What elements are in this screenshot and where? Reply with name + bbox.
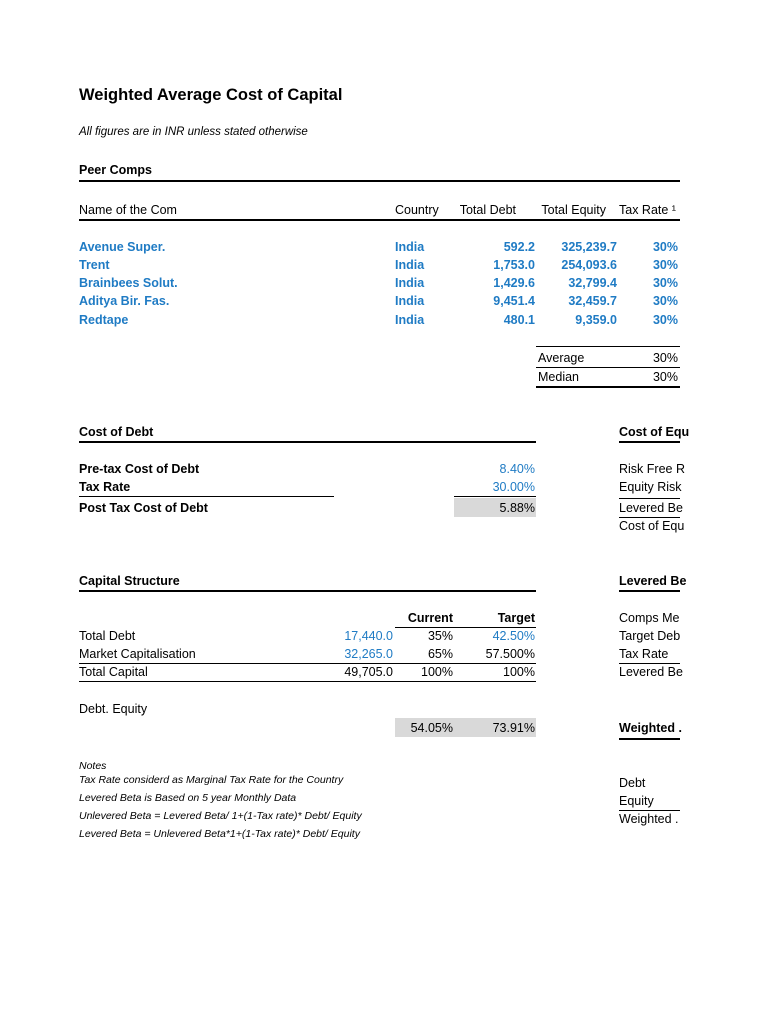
page-subtitle: All figures are in INR unless stated otherwise — [79, 126, 308, 138]
peer-debt: 1,753.0 — [493, 258, 535, 272]
peer-name: Aditya Bir. Fas. — [79, 294, 170, 308]
cap-mcap-current: 65% — [427, 647, 453, 661]
cost-of-equity-label: Cost of Equ — [619, 519, 685, 533]
peer-equity: 32,459.7 — [568, 294, 617, 308]
wacc-equity-label: Equity — [619, 794, 654, 808]
note-line: Levered Beta is Based on 5 year Monthly Data — [79, 792, 297, 804]
peer-debt: 9,451.4 — [493, 294, 535, 308]
average-label: Average — [538, 351, 585, 365]
lb-heading-rule — [619, 590, 680, 592]
peer-country: India — [395, 240, 425, 254]
comps-median-label: Comps Me — [619, 611, 680, 625]
levered-beta-coe-label: Levered Be — [619, 501, 683, 515]
peer-heading-rule — [79, 180, 680, 182]
peer-country: India — [395, 313, 425, 327]
col-header-tax: Tax Rate ¹ — [619, 203, 676, 217]
col-header-name: Name of the Com — [79, 203, 177, 217]
cost-of-equity-heading: Cost of Equ — [619, 425, 690, 439]
average-value: 30% — [652, 351, 678, 365]
peer-name: Brainbees Solut. — [79, 276, 178, 290]
peer-tax: 30% — [652, 294, 678, 308]
peer-debt: 1,429.6 — [493, 276, 535, 290]
risk-free-label: Risk Free R — [619, 462, 685, 476]
peer-name: Avenue Super. — [79, 240, 166, 254]
peer-header-rule — [79, 219, 680, 221]
cod-label-rule — [79, 496, 334, 497]
col-header-debt: Total Debt — [459, 203, 516, 217]
peer-name: Redtape — [79, 313, 129, 327]
cap-header-rule — [395, 627, 536, 628]
median-value: 30% — [652, 370, 678, 384]
summary-mid-rule — [536, 367, 680, 368]
cap-bottom-rule — [79, 681, 536, 682]
equity-risk-label: Equity Risk — [619, 480, 682, 494]
summary-bottom-rule — [536, 386, 680, 388]
wacc-debt-label: Debt — [619, 776, 646, 790]
lb-tax-label: Tax Rate — [619, 647, 669, 661]
cap-debt-target: 42.50% — [492, 629, 535, 643]
peer-equity: 254,093.6 — [561, 258, 617, 272]
peer-comps-heading: Peer Comps — [79, 163, 152, 177]
page-title: Weighted Average Cost of Capital — [79, 86, 343, 104]
debt-equity-target: 73.91% — [492, 721, 535, 735]
cap-mcap-label: Market Capitalisation — [79, 647, 196, 661]
coe-heading-rule — [619, 441, 680, 443]
peer-debt: 592.2 — [503, 240, 535, 254]
cap-mcap-value: 32,265.0 — [344, 647, 393, 661]
peer-country: India — [395, 294, 425, 308]
peer-tax: 30% — [652, 313, 678, 327]
median-label: Median — [538, 370, 579, 384]
cap-heading-rule — [79, 590, 536, 592]
debt-equity-label: Debt. Equity — [79, 702, 148, 716]
cost-of-debt-heading: Cost of Debt — [79, 425, 154, 439]
levered-beta-label: Levered Be — [619, 665, 683, 679]
coe-mid-rule — [619, 498, 680, 499]
peer-tax: 30% — [652, 258, 678, 272]
note-line: Levered Beta = Unlevered Beta*1+(1-Tax rate)* Debt/ Equity — [79, 828, 360, 840]
peer-debt: 480.1 — [503, 313, 535, 327]
peer-country: India — [395, 258, 425, 272]
target-header: Target — [497, 611, 535, 625]
cap-total-current: 100% — [421, 665, 453, 679]
cap-debt-label: Total Debt — [79, 629, 136, 643]
peer-country: India — [395, 276, 425, 290]
levered-beta-heading: Levered Be — [619, 574, 687, 588]
post-tax-cod-label: Post Tax Cost of Debt — [79, 501, 208, 515]
note-line: Unlevered Beta = Levered Beta/ 1+(1-Tax rate)* Debt/ Equity — [79, 810, 362, 822]
peer-equity: 9,359.0 — [575, 313, 617, 327]
cap-total-value: 49,705.0 — [344, 665, 393, 679]
capital-structure-heading: Capital Structure — [79, 574, 180, 588]
note-line: Tax Rate considerd as Marginal Tax Rate for the Country — [79, 774, 344, 786]
cod-tax-label: Tax Rate — [79, 480, 131, 494]
col-header-equity: Total Equity — [541, 203, 606, 217]
cod-heading-rule — [79, 441, 536, 443]
peer-name: Trent — [79, 258, 110, 272]
pretax-cod-label: Pre-tax Cost of Debt — [79, 462, 200, 476]
summary-top-rule — [536, 346, 680, 347]
coe-low-rule — [619, 517, 680, 518]
cap-mcap-target: 57.500% — [485, 647, 535, 661]
peer-equity: 325,239.7 — [561, 240, 617, 254]
wacc-heading: Weighted . — [619, 721, 682, 735]
peer-tax: 30% — [652, 240, 678, 254]
debt-equity-current: 54.05% — [410, 721, 453, 735]
col-header-country: Country — [395, 203, 439, 217]
cap-total-rule — [79, 663, 536, 664]
current-header: Current — [407, 611, 453, 625]
wacc-heading-rule — [619, 738, 680, 740]
cap-total-label: Total Capital — [79, 665, 148, 679]
wacc-mid-rule — [619, 810, 680, 811]
peer-tax: 30% — [652, 276, 678, 290]
cod-tax-value: 30.00% — [492, 480, 535, 494]
cap-total-target: 100% — [503, 665, 535, 679]
wacc-total-label: Weighted . — [619, 812, 679, 826]
lb-mid-rule — [619, 663, 680, 664]
post-tax-cod-value: 5.88% — [499, 501, 535, 515]
cap-debt-current: 35% — [427, 629, 453, 643]
cap-debt-value: 17,440.0 — [344, 629, 393, 643]
target-debt-label: Target Deb — [619, 629, 681, 643]
peer-equity: 32,799.4 — [568, 276, 617, 290]
cod-value-rule — [454, 496, 536, 497]
pretax-cod-value: 8.40% — [499, 462, 535, 476]
notes-heading: Notes — [79, 760, 107, 772]
